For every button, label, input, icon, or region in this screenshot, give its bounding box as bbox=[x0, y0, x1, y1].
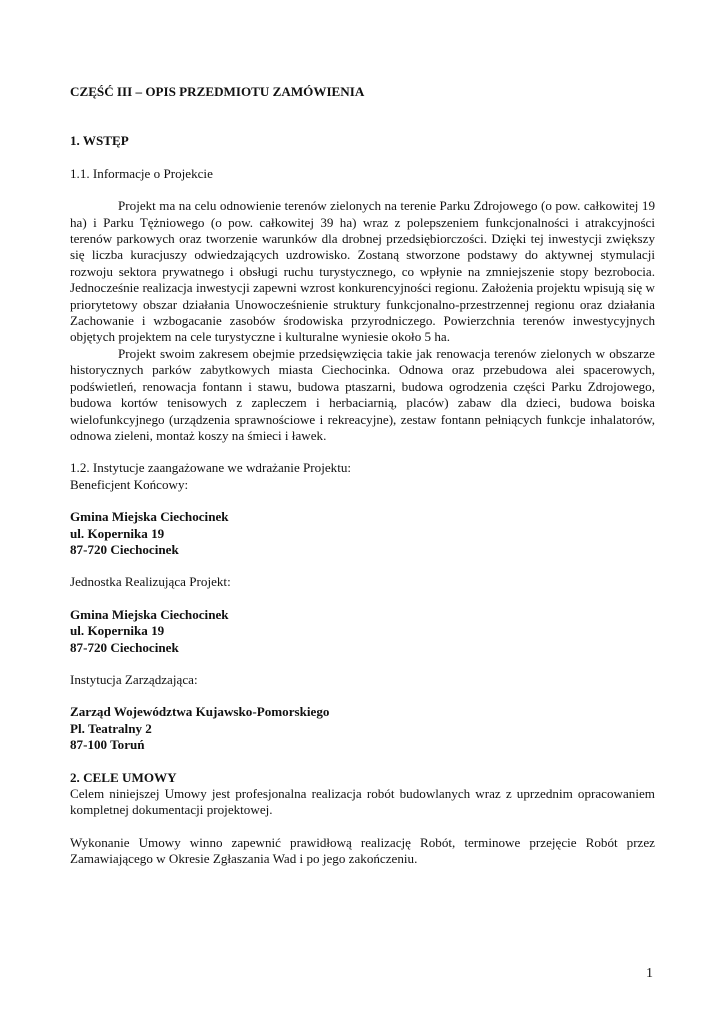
beneficiary-city: 87-720 Ciechocinek bbox=[70, 541, 179, 557]
goals-paragraph-1: Celem niniejszej Umowy jest profesjonalna realizacja robót budowlanych wraz z uprzednim opracowaniem kompletnej dokumentacji projektowej. bbox=[70, 786, 655, 818]
managing-name: Zarząd Województwa Kujawsko-Pomorskiego bbox=[70, 704, 330, 720]
implementing-address bbox=[70, 607, 655, 656]
goals-paragraph-2: Wykonanie Umowy winno zapewnić prawidłową realizację Robót, terminowe przejęcie Robót przez Zamawiającego w Okresie Zgłaszania Wad i po jego zakończeniu. bbox=[70, 834, 655, 867]
managing-address bbox=[70, 704, 655, 753]
project-info-paragraph-1: Projekt ma na celu odnowienie terenów zielonych na terenie Parku Zdrojowego (o pow. całkowitej 19 ha) i Parku Tężniowego (o pow. całkowitej 39 ha) wraz z polepszeniem funkcjonalności i atrakcyjności terenów parkowych oraz tworzenie warunków dla drobnej przedsiębiorczości. Dzięki tej inwestycji zwiększy się liczba kuracjuszy odwiedzających uzdrowisko. Zostaną stworzone podstawy do aktywnej stymulacji rozwoju sektora prywatnego i obsługi ruchu turystycznego, co wpłynie na zmniejszenie stopy bezrobocia. Jednocześnie realizacja inwestycji zapewni wzrost konkurencyjności regionu. Założenia projektu wpisują się w priorytetowy obszar działania Unowocześnienie struktury funkcjonalno-przestrzennej regionu oraz działania Zachowanie i wzbogacanie zasobów środowiska przyrodniczego. Powierzchnia terenów inwestycyjnych objętych projektem na cele turystyczne i kulturalne wyniesie około 5 ha. bbox=[70, 198, 655, 345]
managing-label: Instytucja Zarządzająca: bbox=[70, 671, 198, 687]
implementing-street: ul. Kopernika 19 bbox=[70, 623, 165, 639]
implementing-name: Gmina Miejska Ciechocinek bbox=[70, 606, 229, 622]
beneficiary-address bbox=[70, 509, 655, 558]
part-title: CZĘŚĆ III – OPIS PRZEDMIOTU ZAMÓWIENIA bbox=[70, 84, 365, 99]
subsection-1-1-heading: 1.1. Informacje o Projekcie bbox=[70, 165, 213, 181]
section-2-heading: 2. CELE UMOWY bbox=[70, 769, 177, 785]
managing-city: 87-100 Toruń bbox=[70, 737, 145, 753]
document-page bbox=[70, 84, 655, 868]
page-number: 1 bbox=[646, 966, 653, 981]
beneficiary-street: ul. Kopernika 19 bbox=[70, 525, 165, 541]
beneficiary-label: Beneficjent Końcowy: bbox=[70, 476, 189, 492]
project-info-paragraph-2: Projekt swoim zakresem obejmie przedsięwzięcia takie jak renowacja terenów zielonych w obszarze historycznych parków zabytkowych miasta Ciechocinka. Odnowa oraz przebudowa alei spacerowych, podświetleń, renowacja fontann i stawu, budowa ptaszarni, budowa ogrodzenia części Parku Zdrojowego, budowa kortów tenisowych z zapleczem i herbaciarnią, placów) zabaw dla dzieci, budowa boiska wielofunkcyjnego (urządzenia sprawnościowe i rekreacyjne), zestaw fontann pełniących funkcje inhalatorów, odnowa zieleni, montaż koszy na śmieci i ławek. bbox=[70, 345, 655, 443]
beneficiary-name: Gmina Miejska Ciechocinek bbox=[70, 509, 229, 525]
implementing-label: Jednostka Realizująca Projekt: bbox=[70, 574, 231, 590]
subsection-1-2-heading: 1.2. Instytucje zaangażowane we wdrażanie Projektu: bbox=[70, 460, 352, 476]
implementing-city: 87-720 Ciechocinek bbox=[70, 639, 179, 655]
managing-street: Pl. Teatralny 2 bbox=[70, 720, 152, 736]
section-1-heading: 1. WSTĘP bbox=[70, 133, 129, 149]
